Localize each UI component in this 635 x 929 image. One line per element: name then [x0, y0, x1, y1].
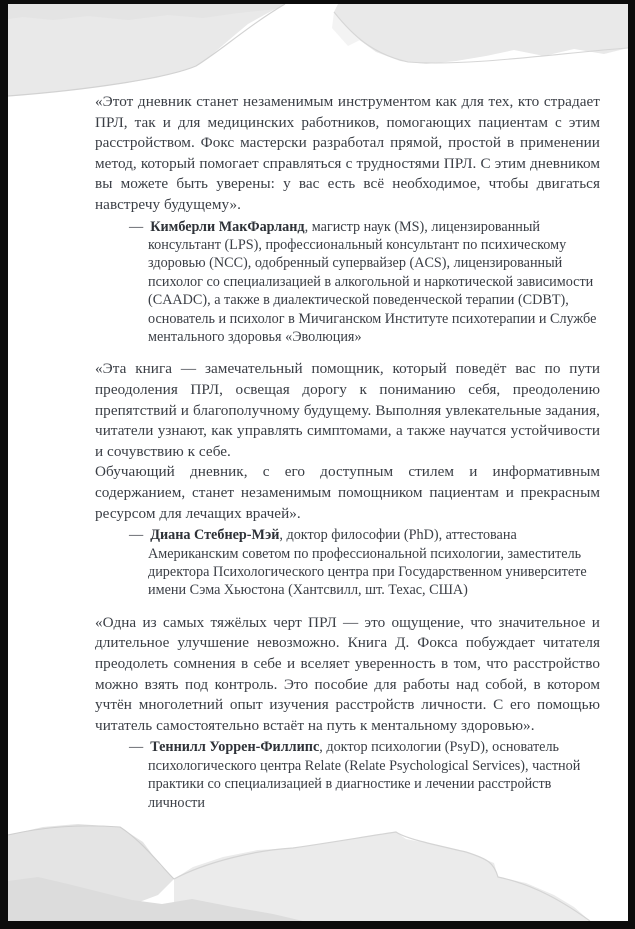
torn-paper-edge-top — [8, 4, 628, 104]
reviewer-name: Теннилл Уоррен-Филлипс — [150, 739, 320, 756]
attribution — [95, 218, 600, 347]
reviewer-name: Диана Стебнер-Мэй — [150, 527, 280, 544]
book-page — [8, 4, 628, 921]
quote-paragraph: «Этот дневник станет незаменимым инструментом как для тех, кто страдает ПРЛ, так и для медицинских работников, помогающих пациентам с этим расстройством. Фокс мастерски разработал прямой, простой в применении метод, который помогает справляться с трудностями ПРЛ. С этим дневником вы можете быть уверены: у вас есть всё необходимое, чтобы двигаться навстречу будущему». — [95, 93, 600, 213]
reviewer-credentials: , доктор психологии (PsyD), основатель психологического центра Relate (Relate Psychological Services), частной практики со специализацией в диагностике и лечении расстройств личности — [148, 739, 581, 811]
quote-paragraph: «Эта книга — замечательный помощник, который поведёт вас по пути преодоления ПРЛ, освещая дорогу к пониманию себя, преодолению препятствий и благополучному будущему. Выполняя увлекательные задания, читатели узнают, как управлять симптомами, а также научатся устойчивости и сочувствию к себе. — [95, 360, 600, 460]
torn-paper-edge-bottom — [8, 817, 628, 921]
testimonial-3 — [95, 613, 600, 812]
quote-paragraph: «Одна из самых тяжёлых черт ПРЛ — это ощущение, что значительное и длительное улучшение невозможно. Книга Д. Фокса побуждает читателя преодолеть сомнения в себе и вселяет уверенность в том, что расстройство можно взять под контроль. Это пособие для работы над собой, в котором учтён многолетний опыт изучения расстройств личности. С его помощью читатель самостоятельно встаёт на путь к ментальному здоровью». — [95, 613, 600, 734]
testimonial-2 — [95, 359, 600, 599]
testimonial-1 — [95, 92, 600, 346]
attribution — [95, 738, 600, 812]
reviewer-credentials: , магистр наук (MS), лицензированный консультант (LPS), профессиональный консультант по психическому здоровью (NCC), одобренный супервайзер (ACS), лицензированный психолог со специализацией в алкогольной и наркотической зависимости (CAADC), а также в диалектической поведенческой терапии (CDBT), основатель и психолог в Мичиганском Институте психотерапии и Службе ментального здоровья «Эволюция» — [148, 218, 597, 345]
attribution-dash: — — [129, 218, 144, 235]
reviewer-credentials: , доктор философии (PhD), аттестована Американским советом по профессиональной психологии, заместитель директора Психологического центра при Государственном университете имени Сэма Хьюстона (Хантсвилл, шт. Техас, США) — [148, 527, 587, 599]
quote-paragraph: Обучающий дневник, с его доступным стилем и информативным содержанием, станет незаменимым помощником пациентам и прекрасным ресурсом для лечащих врачей». — [95, 463, 600, 522]
attribution — [95, 526, 600, 600]
testimonials-list — [95, 92, 600, 825]
reviewer-name: Кимберли МакФарланд — [150, 218, 305, 235]
attribution-dash: — — [129, 739, 144, 756]
attribution-dash: — — [129, 527, 144, 544]
